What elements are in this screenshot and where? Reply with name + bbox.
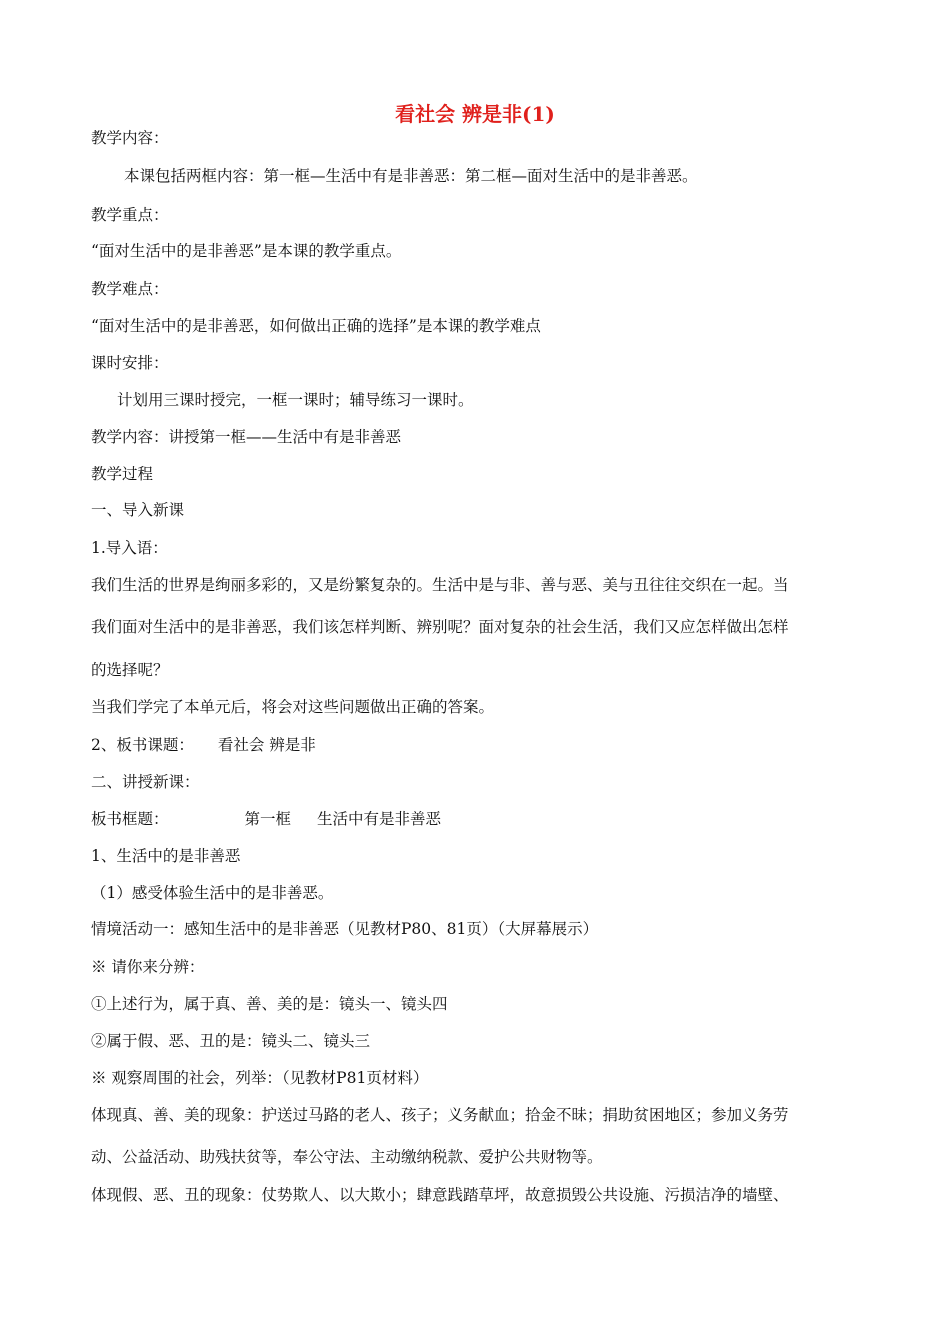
paragraph-intro-line-3: 的选择呢？: [91, 661, 169, 679]
paragraph-negative-line-1: 体现假、恶、丑的现象：仗势欺人、以大欺小；肆意践踏草坪，故意损毁公共设施、污损洁净的墙壁、: [91, 1186, 789, 1204]
list-item-false-evil-ugly: ②属于假、恶、丑的是：镜头二、镜头三: [91, 1032, 371, 1050]
heading-schedule: 课时安排：: [91, 354, 169, 372]
frame-title-label: 板书框题：: [91, 810, 169, 828]
heading-intro: 一、导入新课: [91, 501, 185, 519]
heading-intro-words: 1.导入语：: [91, 539, 168, 557]
paragraph-key-points: “面对生活中的是非善恶”是本课的教学重点。: [91, 242, 402, 260]
paragraph-course-content: 本课包括两框内容：第一框—生活中有是非善恶：第二框—面对生活中的是非善恶。: [124, 167, 698, 185]
paragraph-after-unit: 当我们学完了本单元后，将会对这些问题做出正确的答案。: [91, 698, 495, 716]
paragraph-schedule: 计划用三课时授完，一框一课时；辅导练习一课时。: [117, 391, 474, 409]
paragraph-intro-line-1: 我们生活的世界是绚丽多彩的，又是纷繁复杂的。生活中是与非、善与恶、美与丑往往交织在一起。当: [91, 576, 789, 594]
paragraph-difficulties: “面对生活中的是非善恶，如何做出正确的选择”是本课的教学难点: [91, 317, 541, 335]
heading-key-points: 教学重点：: [91, 206, 169, 224]
heading-section-1: 1、生活中的是非善恶: [91, 847, 241, 865]
heading-process: 教学过程: [91, 465, 154, 483]
document-title: 看社会 辨是非(1): [395, 102, 555, 126]
paragraph-observe: ※ 观察周围的社会，列举：（见教材P81页材料）: [91, 1069, 429, 1087]
paragraph-intro-line-2: 我们面对生活中的是非善恶，我们该怎样判断、辨别呢？面对复杂的社会生活，我们又应怎样做出怎样: [91, 618, 789, 636]
heading-subsection-1: （1）感受体验生活中的是非善恶。: [91, 884, 334, 902]
heading-difficulties: 教学难点：: [91, 280, 169, 298]
line-board-title: [91, 734, 316, 756]
line-frame-title: [91, 808, 441, 830]
heading-teaching-content: 教学内容：: [91, 129, 169, 147]
paragraph-positive-line-2: 动、公益活动、助残扶贫等，奉公守法、主动缴纳税款、爱护公共财物等。: [91, 1148, 603, 1166]
paragraph-activity-1: 情境活动一：感知生活中的是非善恶（见教材P80、81页）（大屏幕展示）: [91, 920, 599, 938]
list-item-true-good-beautiful: ①上述行为，属于真、善、美的是：镜头一、镜头四: [91, 995, 448, 1013]
frame-title-text: 生活中有是非善恶: [317, 810, 442, 828]
paragraph-lecture-content: 教学内容：讲授第一框——生活中有是非善恶: [91, 428, 402, 446]
board-title-text: 看社会 辨是非: [217, 736, 316, 754]
paragraph-distinguish: ※ 请你来分辨：: [91, 958, 205, 976]
frame-number: 第一框: [244, 810, 292, 828]
board-title-label: 2、板书课题：: [91, 736, 194, 754]
heading-new-lesson: 二、讲授新课：: [91, 773, 200, 791]
paragraph-positive-line-1: 体现真、善、美的现象：护送过马路的老人、孩子；义务献血；拾金不昧；捐助贫困地区；参加义务劳: [91, 1106, 789, 1124]
